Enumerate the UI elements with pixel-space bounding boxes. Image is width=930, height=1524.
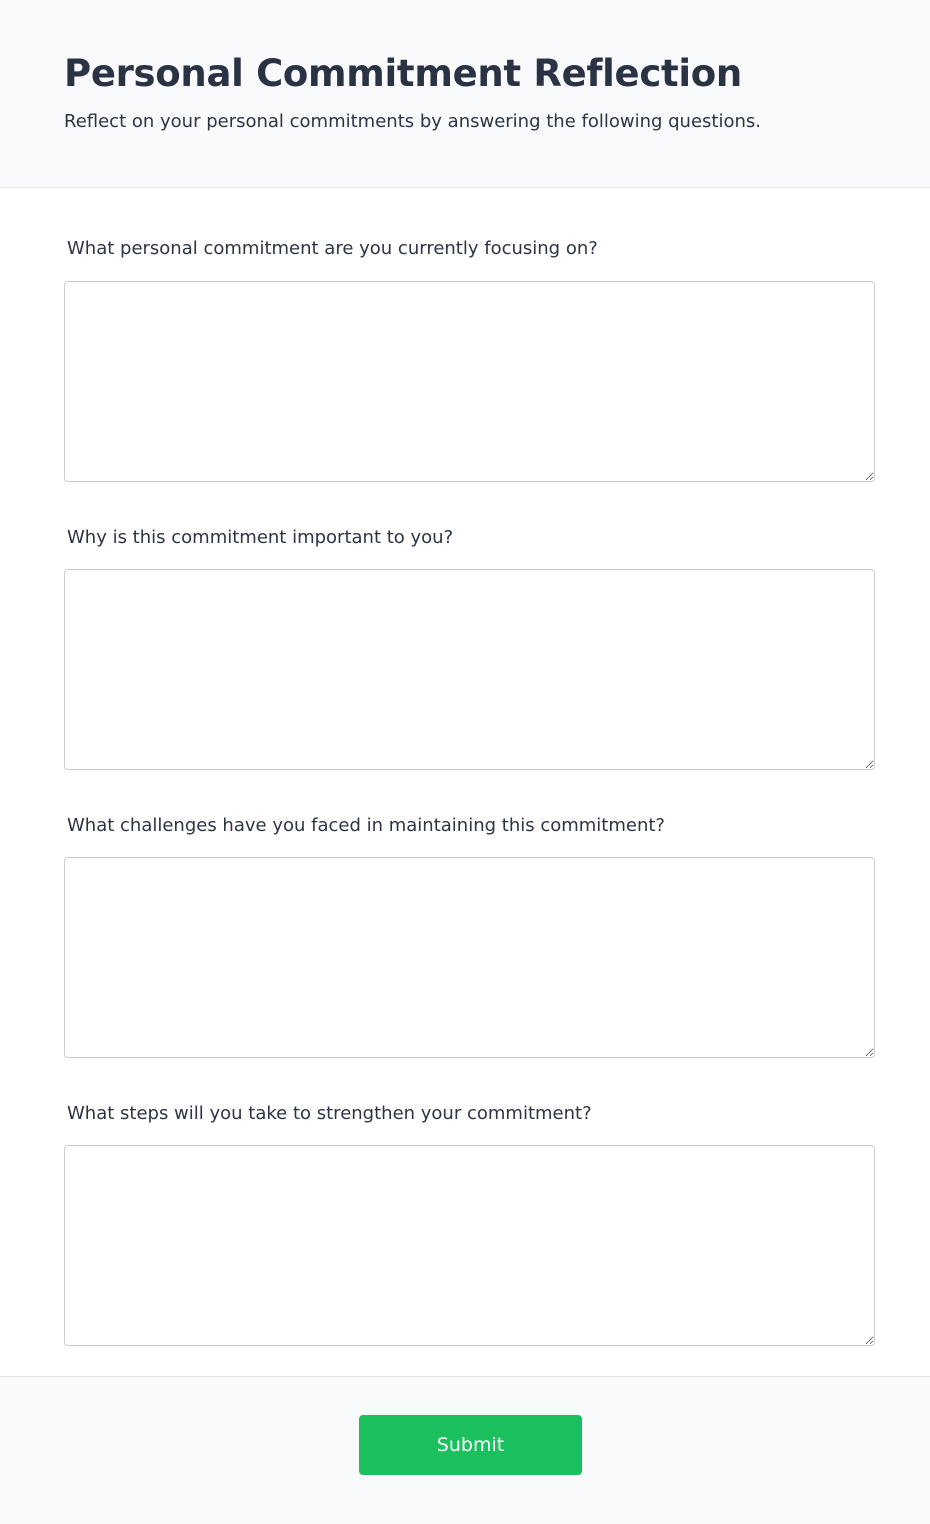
form-footer (0, 1376, 930, 1524)
question-label-current-commitment: What personal commitment are you currently focusing on? (67, 238, 598, 259)
page-subtitle: Reflect on your personal commitments by answering the following questions. (64, 111, 761, 132)
form-body (0, 189, 930, 1376)
answer-textarea-current-commitment[interactable] (64, 281, 875, 482)
question-label-next-steps: What steps will you take to strengthen your commitment? (67, 1103, 592, 1124)
question-label-challenges: What challenges have you faced in maintaining this commitment? (67, 815, 665, 836)
form-header (0, 0, 930, 188)
answer-textarea-importance[interactable] (64, 569, 875, 770)
question-label-importance: Why is this commitment important to you? (67, 527, 454, 548)
answer-textarea-next-steps[interactable] (64, 1145, 875, 1346)
submit-button[interactable]: Submit (359, 1415, 582, 1475)
answer-textarea-challenges[interactable] (64, 857, 875, 1058)
page-title: Personal Commitment Reflection (64, 52, 742, 95)
